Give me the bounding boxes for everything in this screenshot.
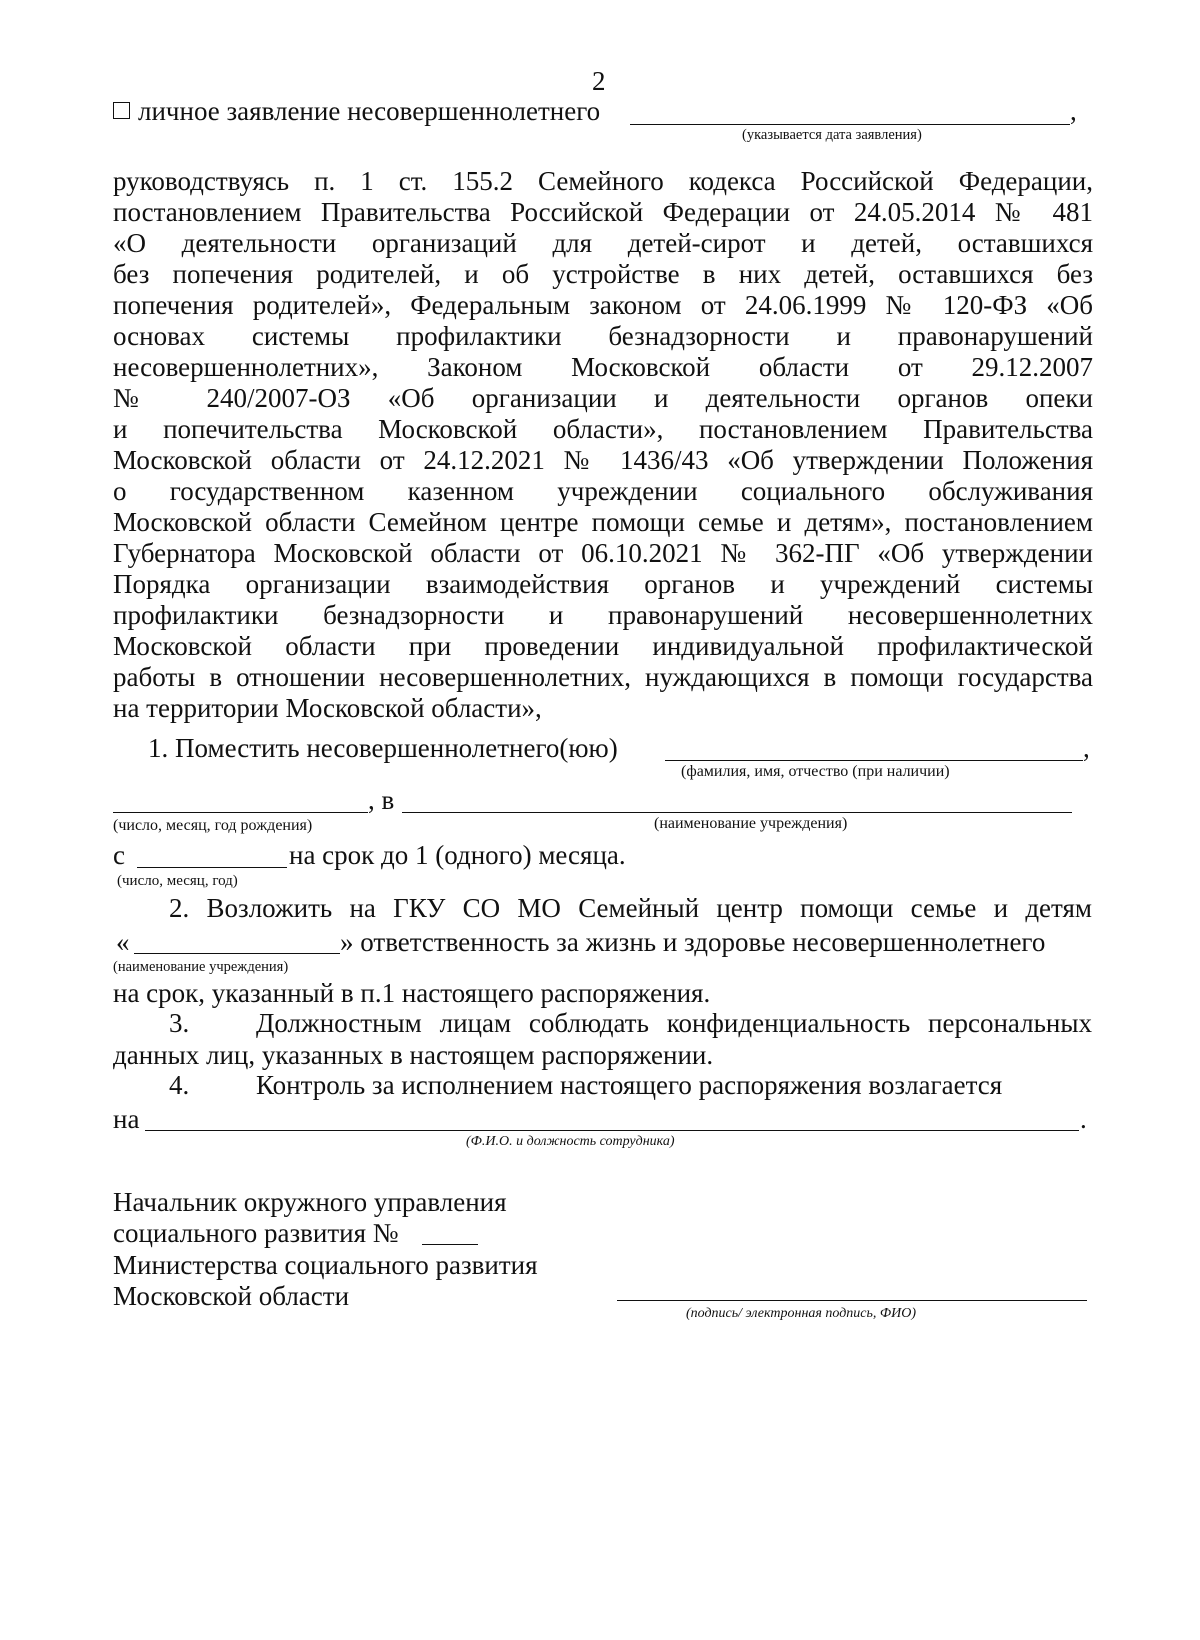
item1-text: 1. Поместить несовершеннолетнего(юю) [148,733,618,763]
preamble-paragraph [113,166,1093,724]
preamble-line: и попечительства Московской области», постановлением Правительства [113,414,1093,444]
item4-caption: (Ф.И.О. и должность сотрудника) [466,1134,675,1149]
item1-birth-caption: (число, месяц, год рождения) [113,817,313,834]
signature-caption: (подпись/ электронная подпись, ФИО) [686,1306,917,1321]
item1-term: на срок до 1 (одного) месяца. [289,840,626,870]
preamble-line: профилактики безнадзорности и правонарушений несовершеннолетних [113,600,1093,630]
signature-line: Министерства социального развития [113,1250,538,1280]
preamble-line: без попечения родителей, и об устройстве в них детей, оставшихся без [113,259,1093,289]
item2-inst-blank[interactable] [134,953,340,954]
signature-line: Московской области [113,1281,350,1311]
item1-comma: , [1083,733,1090,763]
item1-from: с [113,840,125,870]
preamble-line: Губернатора Московской области от 06.10.2021 № 362-ПГ «Об утверждении [113,538,1093,568]
item1-inst-blank[interactable] [402,812,1072,813]
statement-date-blank[interactable] [630,124,1070,125]
signature-line: социального развития № [113,1218,399,1248]
statement-line [113,96,600,127]
preamble-line: работы в отношении несовершеннолетних, нуждающихся в помощи государства [113,662,1093,692]
item3-line1-wrap [256,1008,1092,1039]
item1-fio-blank[interactable] [665,760,1083,761]
item1-date-blank[interactable] [137,867,287,868]
item2-line1-wrap [169,893,1092,924]
statement-comma: , [1070,96,1077,126]
item4-number: 4. [169,1070,190,1100]
statement-label: личное заявление несовершеннолетнего [138,96,601,126]
preamble-line: Московской области от 24.12.2021 № 1436/43 «Об утверждении Положения [113,445,1093,475]
item1-date-caption: (число, месяц, год) [117,873,238,889]
item2-inst-caption: (наименование учреждения) [113,959,289,975]
signature-line: Начальник окружного управления [113,1187,507,1217]
item2-line1: 2. Возложить на ГКУ СО МО Семейный центр помощи семье и детям [169,893,1092,923]
preamble-line: «О деятельности организаций для детей-сирот и детей, оставшихся [113,228,1093,258]
item4-on: на [113,1104,140,1134]
preamble-line: Порядка организации взаимодействия органов и учреждений системы [113,569,1093,599]
item2-quote-open: « [116,927,130,957]
item4-period: . [1080,1104,1087,1134]
signature-blank[interactable] [617,1300,1087,1301]
item3-line1: Должностным лицам соблюдать конфиденциальность персональных [256,1008,1092,1038]
item1-fio-caption: (фамилия, имя, отчество (при наличии) [681,763,950,780]
item1-birth-blank[interactable] [113,812,368,813]
page-number: 2 [592,66,606,96]
preamble-line: руководствуясь п. 1 ст. 155.2 Семейного кодекса Российской Федерации, [113,166,1093,196]
signature-number-blank[interactable] [422,1244,478,1245]
preamble-line: о государственном казенном учреждении социального обслуживания [113,476,1093,506]
item4-line1: Контроль за исполнением настоящего распоряжения возлагается [256,1070,1003,1100]
preamble-line: Московской области Семейном центре помощи семье и детям», постановлением [113,507,1093,537]
item1-inst-caption: (наименование учреждения) [654,815,848,832]
checkbox[interactable] [113,102,130,119]
item3-line2: данных лиц, указанных в настоящем распоряжении. [113,1040,714,1070]
preamble-line: на территории Московской области», [113,693,542,723]
preamble-line: № 240/2007-ОЗ «Об организации и деятельности органов опеки [113,383,1093,413]
item2-line2: » ответственность за жизнь и здоровье несовершеннолетнего [340,927,1046,957]
item4-responsible-blank[interactable] [145,1130,1079,1131]
preamble-line: попечения родителей», Федеральным законом от 24.06.1999 № 120-ФЗ «Об [113,290,1093,320]
item2-line3: на срок, указанный в п.1 настоящего распоряжения. [113,978,711,1008]
preamble-line: Московской области при проведении индивидуальной профилактической [113,631,1093,661]
preamble-line: основах системы профилактики безнадзорности и правонарушений [113,321,1093,351]
preamble-line: постановлением Правительства Российской Федерации от 24.05.2014 № 481 [113,197,1093,227]
item1-sep: , в [368,785,395,815]
preamble-line: несовершеннолетних», Законом Московской области от 29.12.2007 [113,352,1093,382]
item3-number: 3. [169,1008,190,1038]
statement-date-caption: (указывается дата заявления) [742,127,922,143]
